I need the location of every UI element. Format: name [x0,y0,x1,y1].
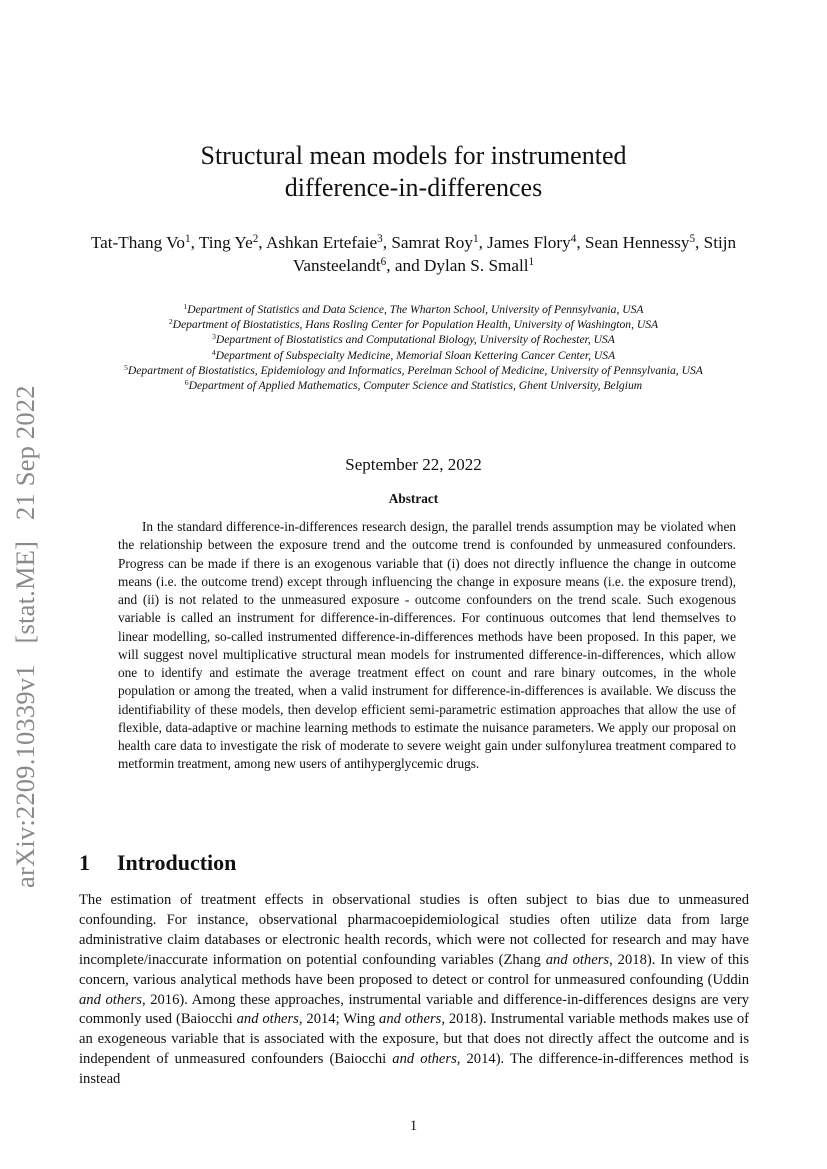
affiliation-item [40,302,787,317]
affiliation-number: 1 [183,301,188,311]
section-number: 1 [79,850,90,875]
paper-date: September 22, 2022 [345,455,482,474]
affiliation-number: 3 [212,332,216,342]
arxiv-id: arXiv:2209.10339v1 [10,664,40,888]
author-name: Samrat Roy$^1$ [391,232,479,252]
affiliation-item [40,332,787,347]
page-number: 1 [409,1118,418,1134]
arxiv-date: 21 Sep 2022 [10,385,40,521]
citation-etal: and others [392,1051,457,1068]
affiliation-list [40,302,787,393]
title-line-1: Structural mean models for instrumented [200,141,627,170]
author-name: Ashkan Ertefaie$^3$ [265,232,383,252]
author-name: Stijn Vansteelandt$^6$ [292,233,737,275]
section-title: Introduction [117,850,237,875]
text-run: The estimation of treatment effects in observational studies is often subject to bias due to unmeasured confounding. For instance, observational pharmacoepidemiological studies often utilize data from large administrative claim databases or electronic health records, which were not collected for research and may have incomplete/inaccurate information on potential confounding variables (Zhang [79,892,749,968]
text-run: , 2016). Among these approaches, instrumental variable and difference-in-differences designs are very commonly used (Baiocchi [79,991,749,1028]
paper-title [0,140,827,204]
citation-etal: and others [236,1011,299,1028]
author-name: Sean Hennessy$^5$ [584,232,696,252]
citation-etal: and others [379,1011,442,1028]
text-run: , 2018). In view of this concern, various analytical methods have been proposed to detect or control for unmeasured confounding (Uddin [79,951,749,988]
author-name: James Flory$^4$ [487,232,577,252]
section-heading-introduction [79,850,236,876]
affiliation-number: 2 [168,317,173,327]
affiliation-number: 5 [124,362,128,372]
affiliation-item [40,363,787,378]
citation-etal: and others [79,991,142,1008]
text-run: , 2018). Instrumental variable methods makes use of an exogeneous variable that is associated with the exposure, but that does not directly affect the outcome and is independent of unmeasured confounders (Baiocchi [79,1011,750,1068]
abstract-heading: Abstract [388,491,439,506]
arxiv-category: [stat.ME] [10,540,40,644]
author-affiliation-marker: 6 [380,255,387,268]
affiliation-item [40,317,787,332]
text-run: , 2014; Wing [298,1011,380,1028]
author-affiliation-marker: 2 [252,232,259,245]
author-name: Ting Ye$^2$ [198,232,259,252]
affiliation-text: Department of Subspecialty Medicine, Memorial Sloan Kettering Cancer Center, USA [215,348,616,362]
arxiv-identifier-stamp [10,328,41,888]
affiliation-item [40,348,787,363]
author-affiliation-marker: 1 [472,232,479,245]
citation-etal: and others [545,951,610,968]
author-name: Tat-Thang Vo$^1$ [90,232,191,252]
affiliation-text: Department of Biostatistics, Epidemiology and Informatics, Perelman School of Medicine, University of Pennsylvania, USA [127,363,703,377]
author-affiliation-marker: 1 [184,232,191,245]
author-affiliation-marker: 1 [528,255,535,268]
affiliation-text: Department of Biostatistics and Computational Biology, University of Rochester, USA [215,333,615,347]
affiliation-number: 4 [211,347,216,357]
author-affiliation-marker: 3 [377,232,383,245]
affiliation-item [40,378,787,393]
title-line-2: difference-in-differences [284,173,543,202]
author-list: Tat-Thang Vo$^1$, Ting Ye$^2$, Ashkan Ertefaie$^3$, Samrat Roy$^1$, James Flory$^4$, Sean Hennessy$^5$, Stijn Vansteelandt$^6$, and Dylan S. Small$^1$ [90,232,737,275]
affiliation-text: Department of Statistics and Data Science, The Wharton School, University of Pennsylvania, USA [187,303,644,316]
affiliation-number: 6 [184,377,189,387]
text-run: , 2014). The difference-in-differences method is instead [79,1051,749,1088]
affiliation-text: Department of Biostatistics, Hans Rosling Center for Population Health, University of Washington, USA [172,318,659,332]
author-affiliation-marker: 5 [689,232,696,245]
introduction-paragraph [79,891,749,1090]
affiliation-text: Department of Applied Mathematics, Computer Science and Statistics, Ghent University, Belgium [188,379,643,393]
abstract-body: In the standard difference-in-differences research design, the parallel trends assumption may be violated when the relationship between the exposure trend and the outcome trend is confounded by unmeasured confounders. Progress can be made if there is an exogenous variable that (i) does not directly influence the change in outcome means (i.e. the outcome trend) except through influencing the change in exposure means (i.e. the exposure trend), and (ii) is not related to the unmeasured exposure - outcome confounders on the trend scale. Such exogenous variable is called an instrument for difference-in-differences. For continuous outcomes that lend themselves to linear modelling, so-called instrumented difference-in-differences methods have been proposed. In this paper, we will suggest novel multiplicative structural mean models for instrumented difference-in-differences, which allow one to identify and estimate the average treatment effect on count and rare binary outcomes, in the whole population or among the treated, when a valid instrument for difference-in-differences is available. We discuss the identifiability of these models, then develop efficient semi-parametric estimation approaches that allow the use of flexible, data-adaptive or machine learning methods to estimate the nuisance parameters. We apply our proposal on health care data to investigate the risk of moderate to severe weight gain under sulfonylurea treatment compared to metformin treatment, among new users of antihyperglycemic drugs. [118,519,736,772]
author-affiliation-marker: 4 [570,232,577,245]
author-name: Dylan S. Small$^1$ [423,255,535,275]
